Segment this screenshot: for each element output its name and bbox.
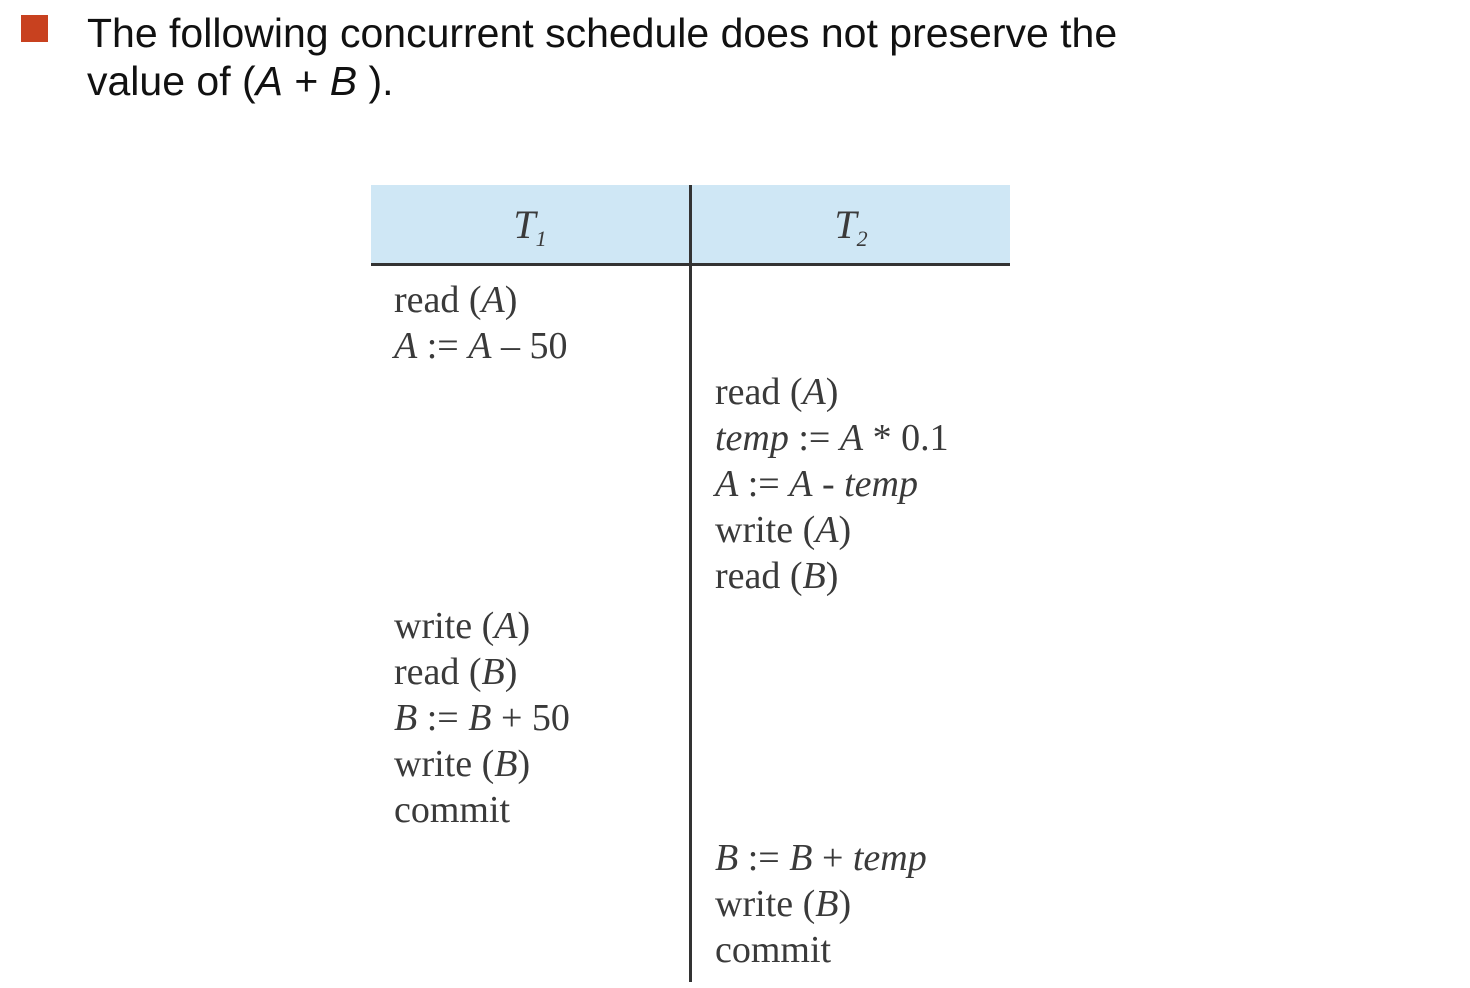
column-header-t1: $T_1$ <box>513 202 547 251</box>
schedule-operation: B := B + 50 <box>394 697 570 739</box>
intro-prefix: value of ( <box>87 58 256 104</box>
bullet-square-icon <box>21 15 48 42</box>
schedule-operation: commit <box>715 929 832 971</box>
schedule-operation: write (B) <box>715 883 852 925</box>
schedule-operation: write (A) <box>394 605 531 647</box>
t1-operations-block-1 <box>394 277 567 369</box>
schedule-operation: A := A - temp <box>715 463 918 505</box>
column-divider <box>689 185 692 982</box>
intro-plus: + <box>283 58 330 104</box>
intro-line-1: The following concurrent schedule does not preserve the <box>87 10 1118 56</box>
schedule-operation: B := B + temp <box>715 837 927 879</box>
schedule-operation: commit <box>394 789 511 831</box>
column-header-t2: $T_2$ <box>834 202 868 251</box>
schedule-operation: temp := A * 0.1 <box>715 417 949 459</box>
schedule-operation: read (A) <box>394 279 518 321</box>
schedule-operation: write (B) <box>394 743 531 785</box>
intro-line-2 <box>87 57 1287 105</box>
schedule-table <box>371 185 1010 982</box>
schedule-operation: write (A) <box>715 509 852 551</box>
intro-suffix: ). <box>357 58 394 104</box>
intro-text <box>87 9 1287 105</box>
schedule-operation: read (B) <box>715 555 839 597</box>
schedule-operation: A := A – 50 <box>394 325 568 367</box>
t2-operations-block-1 <box>715 369 949 599</box>
intro-var-a: A <box>255 58 284 104</box>
schedule-operation: read (A) <box>715 371 839 413</box>
t2-operations-block-2 <box>715 835 927 973</box>
intro-var-b: B <box>329 58 358 104</box>
t1-operations-block-2 <box>394 603 570 833</box>
schedule-operation: read (B) <box>394 651 518 693</box>
